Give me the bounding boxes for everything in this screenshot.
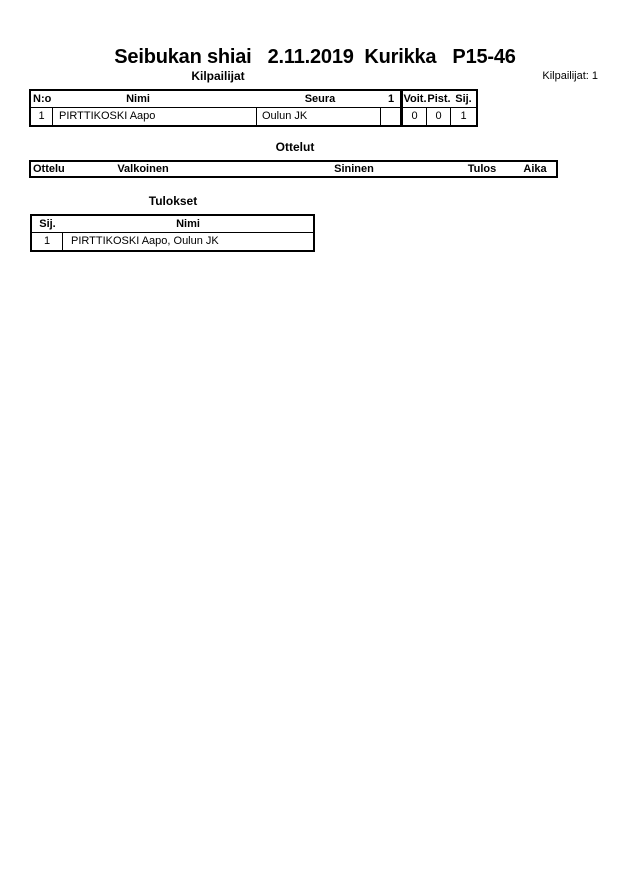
competitor-points: 0 xyxy=(427,108,451,125)
competitor-no: 1 xyxy=(31,108,53,125)
header-no: N:o xyxy=(33,93,52,105)
header-blue: Sininen xyxy=(334,163,374,175)
competitor-place: 1 xyxy=(460,110,467,122)
matches-section-label: Ottelut xyxy=(275,140,315,154)
matches-header-row xyxy=(31,162,556,176)
header-wins: Voit. xyxy=(403,93,427,105)
results-table xyxy=(30,214,315,252)
competitor-name: PIRTTIKOSKI Aapo xyxy=(53,108,257,125)
competitors-section-label: Kilpailijat xyxy=(191,69,245,83)
page-title: Seibukan shiai 2.11.2019 Kurikka P15-46 xyxy=(114,46,516,68)
header-match1: 1 xyxy=(387,93,395,105)
competitor-results-row xyxy=(403,108,476,125)
competitor-match1-cell xyxy=(381,108,400,125)
competitors-count: Kilpailijat: 1 xyxy=(542,70,598,82)
results-section-label: Tulokset xyxy=(148,194,198,208)
results-header-row xyxy=(32,216,313,233)
competitors-table xyxy=(29,89,478,127)
header-result-place: Sij. xyxy=(39,218,56,230)
competitor-club: Oulun JK xyxy=(257,108,381,125)
header-place: Sij. xyxy=(455,93,472,105)
header-name: Nimi xyxy=(126,93,150,105)
result-name: PIRTTIKOSKI Aapo, Oulun JK xyxy=(71,235,219,247)
header-white: Valkoinen xyxy=(117,163,169,175)
header-result: Tulos xyxy=(467,163,497,175)
header-club: Seura xyxy=(304,93,336,105)
result-row xyxy=(32,233,313,250)
header-time: Aika xyxy=(523,163,547,175)
header-result-name: Nimi xyxy=(176,218,200,230)
competitors-results-header-row xyxy=(403,91,476,108)
matches-table xyxy=(29,160,558,178)
competitor-row xyxy=(31,108,400,125)
competitor-wins: 0 xyxy=(403,108,427,125)
header-match: Ottelu xyxy=(33,163,65,175)
result-place: 1 xyxy=(32,233,63,250)
competitors-header-row xyxy=(31,91,400,108)
competitors-table-main xyxy=(29,89,402,127)
header-points: Pist. xyxy=(427,93,451,105)
competitors-table-results xyxy=(401,89,478,127)
